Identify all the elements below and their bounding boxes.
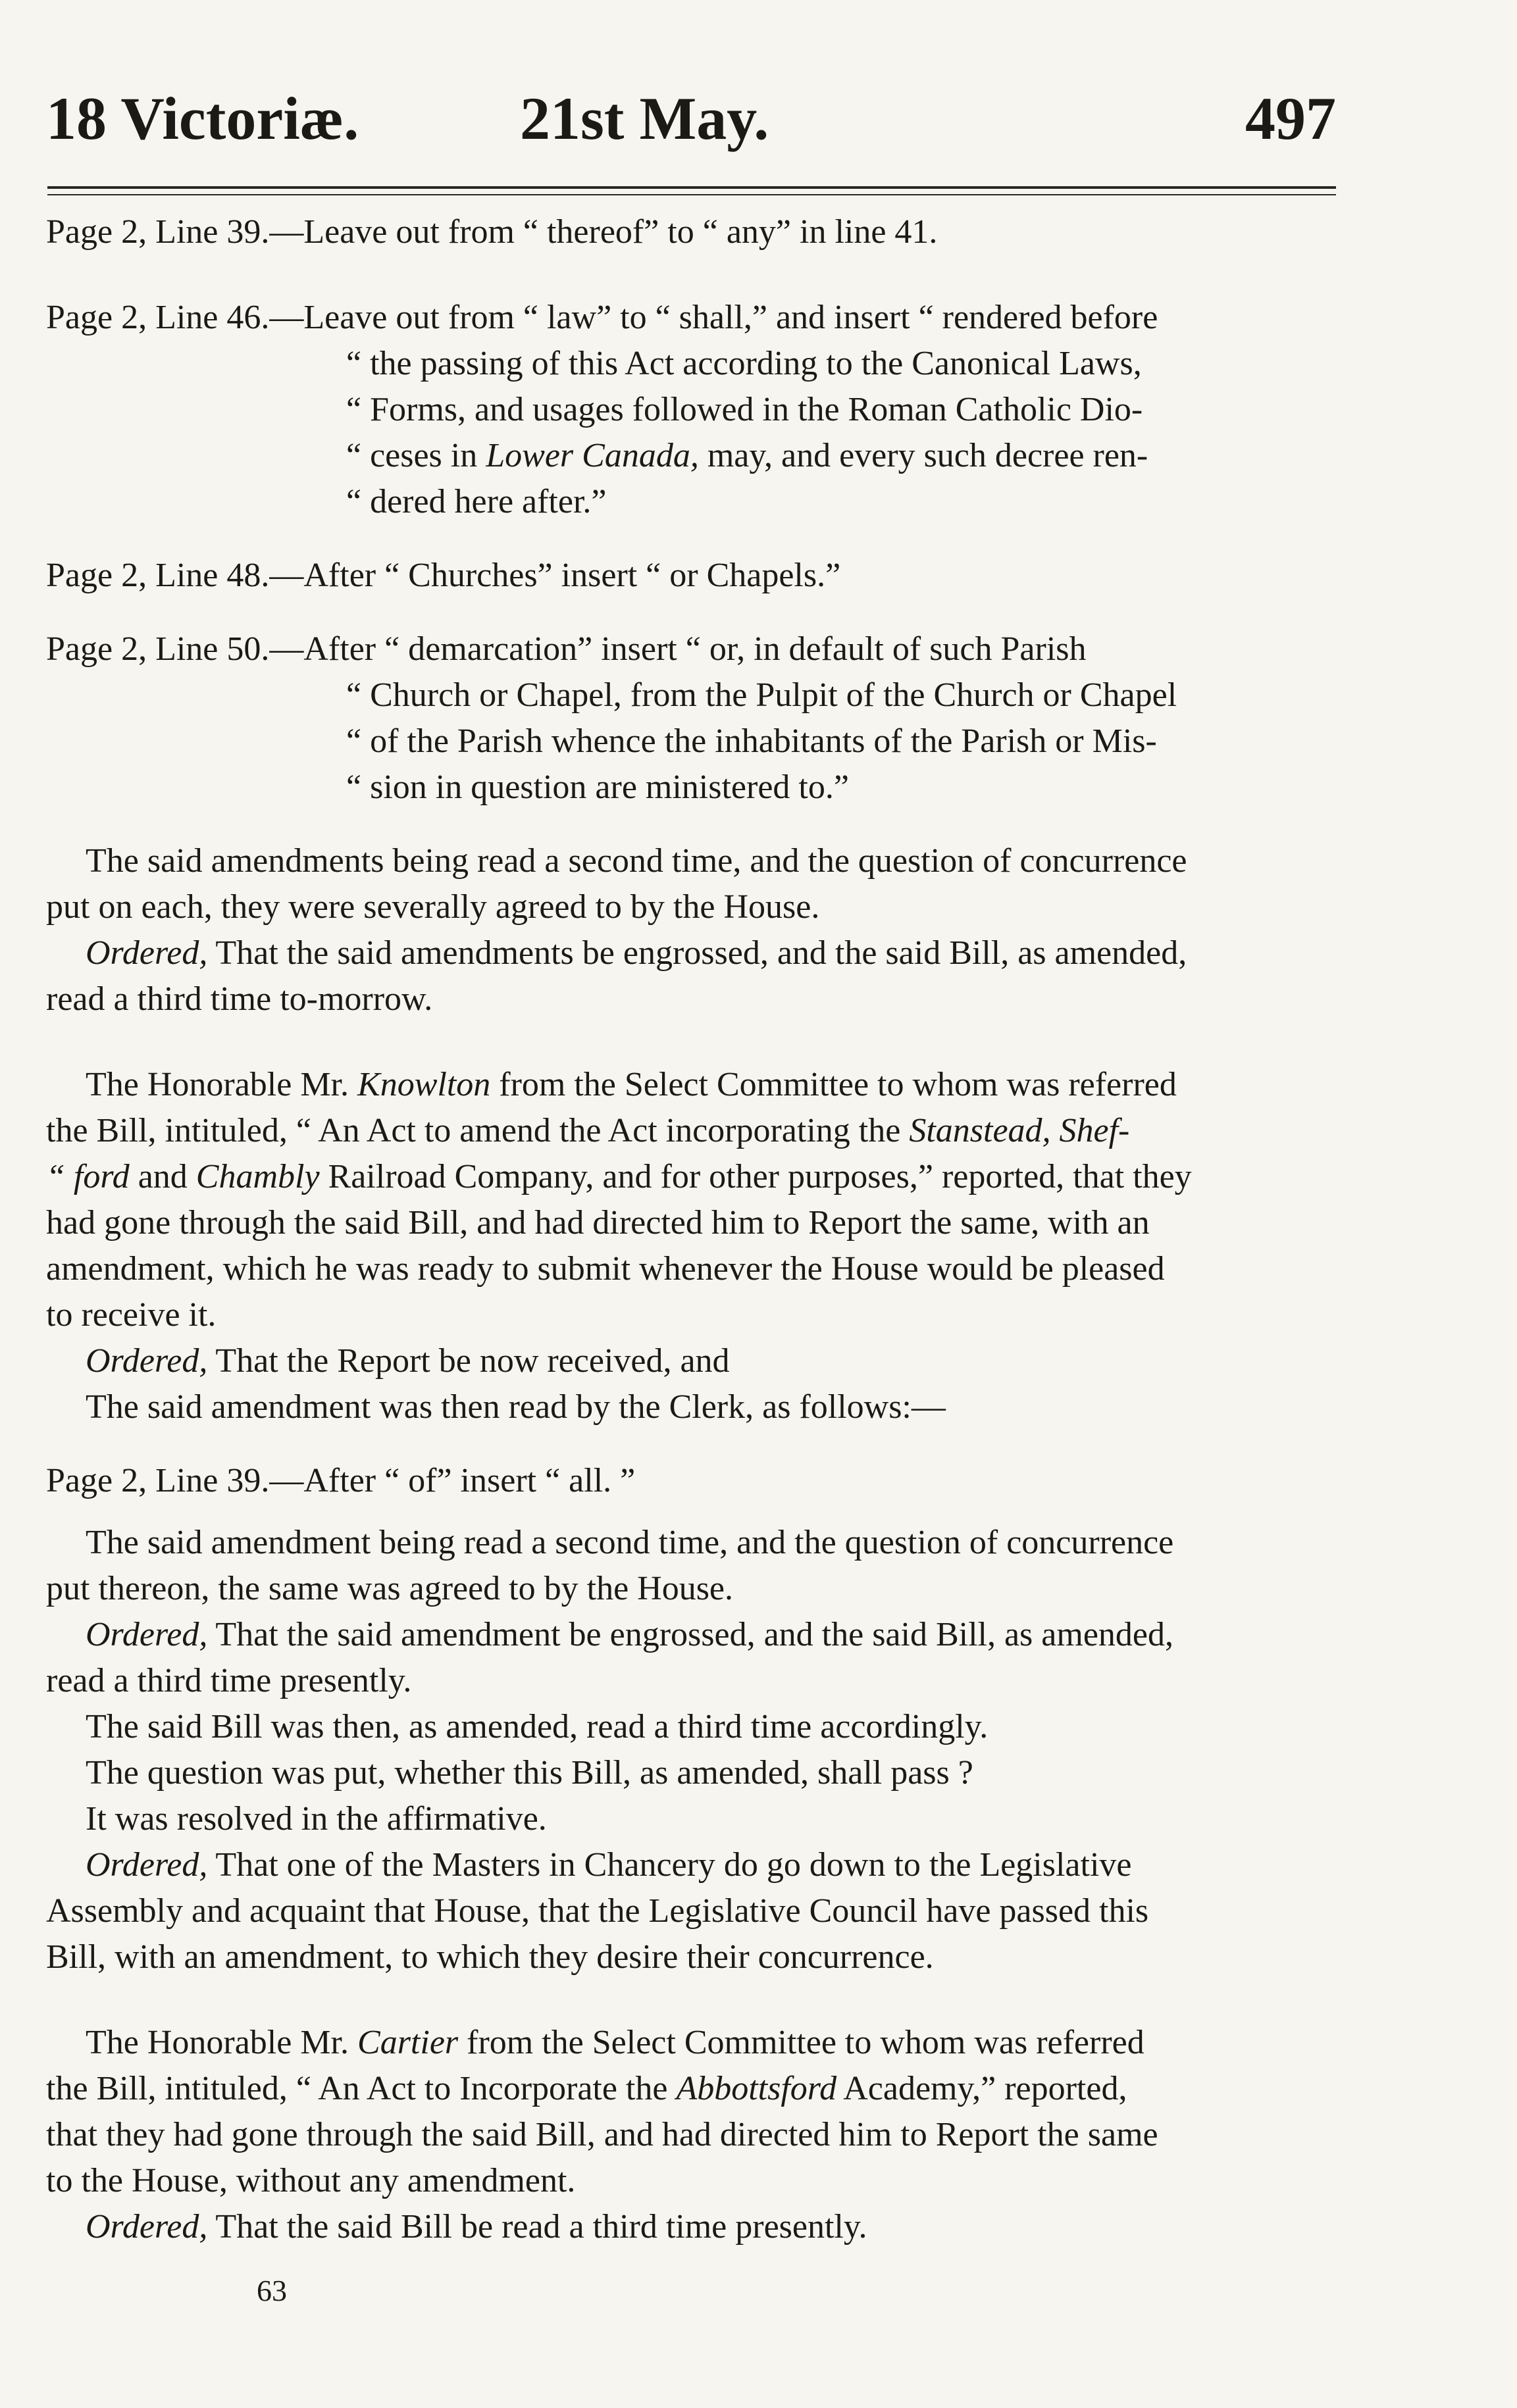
text-line: “ the passing of this Act according to the Canonical Laws, — [346, 345, 1142, 382]
text-line: Page 2, Line 39.—After “ of” insert “ all. ” — [46, 1462, 636, 1499]
text-line — [46, 1108, 1336, 1154]
text-line: Bill, with an amendment, to which they desire their concurrence. — [46, 1938, 934, 1976]
text-line — [46, 1612, 1336, 1658]
cartier-report — [46, 2020, 1336, 2250]
text-run: Railroad Company, and for other purposes,” reported, that they — [319, 1158, 1192, 1195]
text-line: read a third time presently. — [46, 1662, 412, 1699]
page-number: 497 — [1245, 85, 1336, 152]
text-line: The said amendment was then read by the Clerk, as follows:— — [86, 1388, 946, 1426]
text-line: “ of the Parish whence the inhabitants of the Parish or Mis- — [346, 722, 1157, 760]
text-line: Page 2, Line 48.—After “ Churches” insert “ or Chapels.” — [46, 557, 841, 594]
place-name: Stanstead, Shef- — [909, 1112, 1130, 1149]
page-date: 21st May. — [520, 85, 769, 152]
text-line — [46, 433, 1336, 479]
knowlton-report — [46, 1062, 1336, 1430]
text-line — [46, 2204, 1336, 2250]
page-header — [46, 76, 1336, 161]
text-line: that they had gone through the said Bill, and had directed him to Report the same — [46, 2116, 1158, 2153]
text-run: The Honorable Mr. — [86, 2024, 358, 2061]
text-run: from the Select Committee to whom was referred — [458, 2024, 1144, 2061]
text-run: the Bill, intituled, “ An Act to Incorporate the — [46, 2070, 677, 2107]
third-reading-paragraph — [46, 1520, 1336, 1980]
text-run: the Bill, intituled, “ An Act to amend the Act incorporating the — [46, 1112, 910, 1149]
text-line: Page 2, Line 46.—Leave out from “ law” to “ shall,” and insert “ rendered before — [46, 299, 1158, 336]
text-run: That the said Bill be read a third time presently. — [207, 2208, 867, 2245]
text-line: “ Church or Chapel, from the Pulpit of the Church or Chapel — [346, 676, 1177, 714]
text-line — [46, 1062, 1336, 1108]
text-line — [46, 1842, 1336, 1888]
text-line: “ dered here after.” — [346, 483, 607, 520]
text-line: Page 2, Line 39.—Leave out from “ thereof” to “ any” in line 41. — [46, 213, 938, 251]
text-run: The Honorable Mr. — [86, 1066, 358, 1103]
text-line: The question was put, whether this Bill, as amended, shall pass ? — [86, 1754, 973, 1792]
text-line: had gone through the said Bill, and had directed him to Report the same, with an — [46, 1204, 1150, 1242]
text-line: “ Forms, and usages followed in the Roman Catholic Dio- — [346, 391, 1143, 428]
ordered-label: Ordered, — [86, 1616, 208, 1653]
amendment-line39-all — [46, 1458, 1336, 1504]
page-body — [46, 209, 1336, 2250]
text-run: may, and every such decree ren- — [698, 437, 1148, 474]
text-run: That the said amendments be engrossed, and the said Bill, as amended, — [207, 934, 1187, 972]
text-line — [46, 2066, 1336, 2112]
text-line: The said amendment being read a second time, and the question of concurrence — [86, 1524, 1174, 1561]
header-rule-thick — [47, 186, 1336, 189]
text-line: The said amendments being read a second time, and the question of concurrence — [86, 842, 1187, 880]
amendment-line39 — [46, 209, 1336, 255]
amendment-line46 — [46, 295, 1336, 525]
ordered-label: Ordered, — [86, 1846, 208, 1884]
text-run: and — [129, 1158, 196, 1195]
text-line: The said Bill was then, as amended, read a third time accordingly. — [86, 1708, 989, 1745]
amendment-line50 — [46, 626, 1336, 811]
text-line — [46, 1154, 1336, 1200]
ordered-label: Ordered, — [86, 1342, 208, 1380]
text-run: from the Select Committee to whom was referred — [490, 1066, 1177, 1103]
place-name: Abbottsford — [676, 2070, 837, 2107]
ordered-label: Ordered, — [86, 2208, 208, 2245]
text-run: That the said amendment be engrossed, and the said Bill, as amended, — [207, 1616, 1173, 1653]
text-run: That one of the Masters in Chancery do go down to the Legislative — [207, 1846, 1132, 1884]
ordered-label: Ordered, — [86, 934, 208, 972]
text-line: put thereon, the same was agreed to by the House. — [46, 1570, 734, 1607]
concurrence-paragraph — [46, 838, 1336, 1022]
text-run: “ ceses in — [346, 437, 486, 474]
text-line: Assembly and acquaint that House, that the Legislative Council have passed this — [46, 1892, 1149, 1930]
text-line: to receive it. — [46, 1296, 217, 1334]
place-name: “ ford — [46, 1158, 130, 1195]
header-rule-thin — [47, 194, 1336, 195]
text-line: to the House, without any amendment. — [46, 2162, 576, 2199]
text-line: read a third time to-morrow. — [46, 980, 433, 1018]
amendment-line48 — [46, 553, 1336, 599]
text-run: That the Report be now received, and — [207, 1342, 730, 1380]
place-name: Chambly — [195, 1158, 320, 1195]
text-line: Page 2, Line 50.—After “ demarcation” insert “ or, in default of such Parish — [46, 630, 1087, 668]
text-line — [46, 1338, 1336, 1384]
member-name: Cartier — [357, 2024, 459, 2061]
text-line: It was resolved in the affirmative. — [86, 1800, 547, 1838]
text-line — [46, 2020, 1336, 2066]
text-line: amendment, which he was ready to submit whenever the House would be pleased — [46, 1250, 1165, 1288]
regnal-year: 18 Victoriæ. — [46, 85, 359, 152]
printer-signature: 63 — [257, 2274, 287, 2307]
text-run: Academy,” reported, — [836, 2070, 1127, 2107]
text-line: “ sion in question are ministered to.” — [346, 768, 849, 806]
place-name: Lower Canada, — [486, 437, 699, 474]
text-line — [46, 930, 1336, 976]
member-name: Knowlton — [357, 1066, 491, 1103]
text-line: put on each, they were severally agreed to by the House. — [46, 888, 820, 926]
